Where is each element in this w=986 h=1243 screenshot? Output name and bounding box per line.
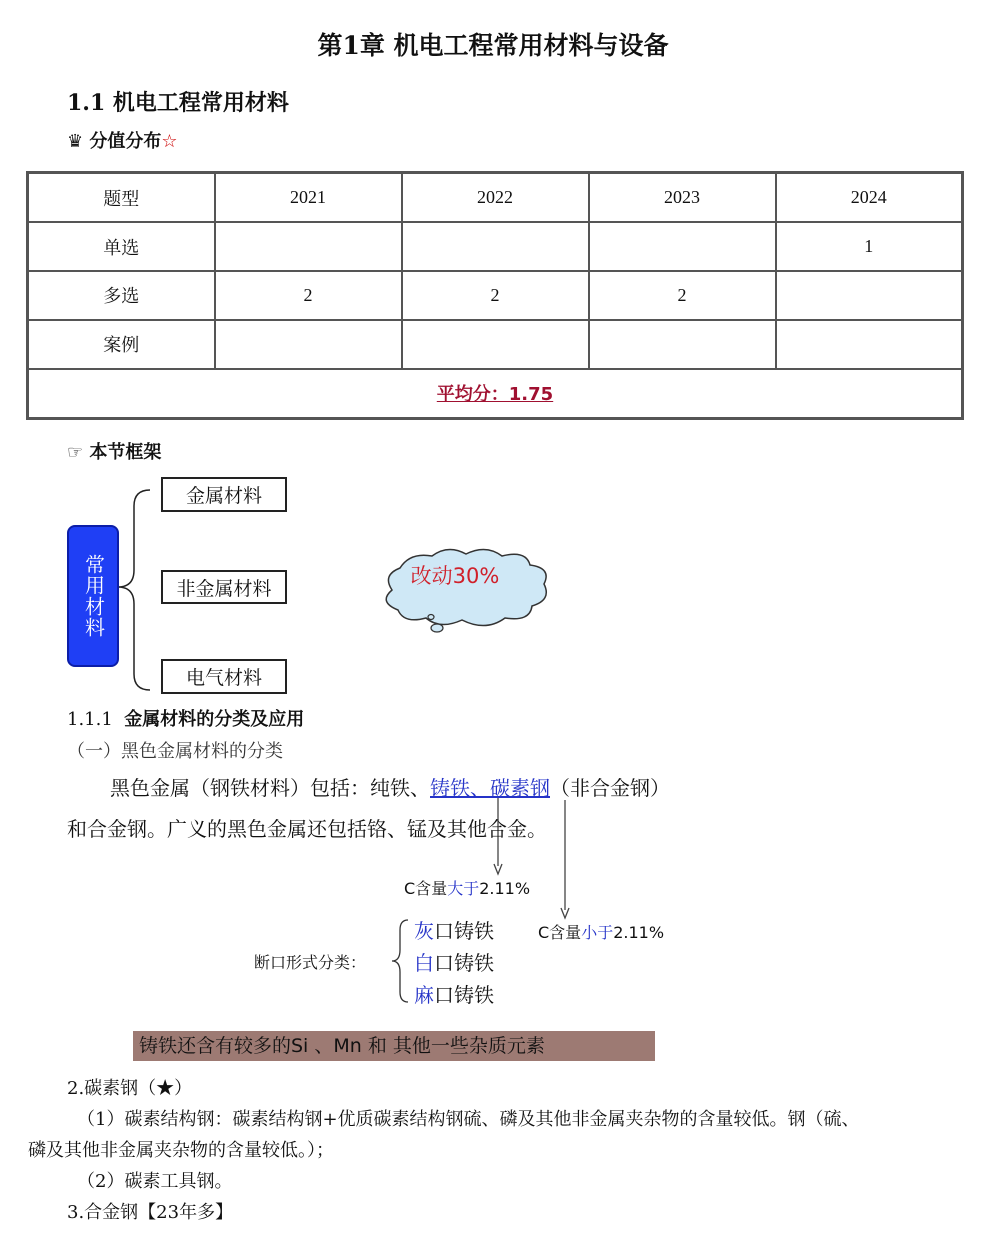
highlight-note: 铸铁还含有较多的Si 、Mn 和 其他一些杂质元素 (133, 1031, 655, 1061)
fracture-classification-label: 断口形式分类： (254, 953, 367, 972)
paragraph-text: （非合金钢） (550, 776, 670, 800)
table-cell: 2 (402, 271, 589, 320)
subsection-number: 1.1.1 (67, 709, 113, 730)
carbon-steel-item-2: （2）碳素工具钢。 (77, 1171, 233, 1192)
mindmap-root: 常用材料 (67, 525, 119, 667)
header-cell: 2021 (215, 173, 402, 223)
subsection-title: 金属材料的分类及应用 (124, 709, 305, 730)
header-cell: 2023 (589, 173, 776, 223)
paragraph-line-2: 和合金钢。广义的黑色金属还包括铬、锰及其他合金。 (67, 817, 547, 841)
table-cell: 案例 (28, 320, 215, 369)
section-framework-heading: ☞ 本节框架 (67, 442, 162, 463)
mindmap-branch-nonmetal: 非金属材料 (161, 570, 287, 604)
crown-icon: ♛ 分值分布 (67, 131, 162, 152)
carbon-steel-heading: 2.碳素钢（★） (67, 1078, 193, 1099)
gray-cast-iron: 灰口铸铁 (414, 919, 494, 943)
carbon-steel-link[interactable]: 碳素钢 (490, 776, 550, 800)
carbon-steel-item-1-cont: 磷及其他非金属夹杂物的含量较低。）； (28, 1140, 334, 1161)
average-score: 平均分：1.75 (28, 369, 963, 419)
table-cell: 2 (589, 271, 776, 320)
paragraph-line-1 (110, 772, 670, 801)
table-cell: 2 (215, 271, 402, 320)
table-cell: 单选 (28, 222, 215, 271)
table-cell: 多选 (28, 271, 215, 320)
callout-text: 改动30% (410, 564, 500, 588)
star-icon: ☆ (161, 131, 178, 152)
header-cell: 题型 (28, 173, 215, 223)
mottled-cast-iron: 麻口铸铁 (414, 983, 494, 1007)
carbon-steel-item-1: （1）碳素结构钢：碳素结构钢+优质碳素结构钢硫、磷及其他非金属夹杂物的含量较低。钢（硫、 (77, 1109, 860, 1130)
paragraph-text: 黑色金属（钢铁材料）包括：纯铁、 (110, 776, 430, 800)
alloy-steel-heading: 3.合金钢【23年多】 (67, 1202, 234, 1223)
carbon-gt-label: C含量大于2.11% (404, 879, 531, 898)
table-cell: 1 (776, 222, 963, 271)
carbon-lt-label: C含量小于2.11% (538, 923, 665, 942)
white-cast-iron: 白口铸铁 (414, 951, 494, 975)
chapter-title: 第1章 机电工程常用材料与设备 (317, 31, 669, 60)
header-cell: 2022 (402, 173, 589, 223)
sub-heading-one: （一）黑色金属材料的分类 (67, 741, 283, 762)
subsection-heading (67, 705, 304, 731)
mindmap-branch-metal: 金属材料 (161, 477, 287, 512)
header-cell: 2024 (776, 173, 963, 223)
section-title: 1.1 机电工程常用材料 (67, 90, 289, 116)
cast-iron-link[interactable]: 铸铁、 (430, 776, 490, 800)
mindmap-branch-electrical: 电气材料 (161, 659, 287, 694)
